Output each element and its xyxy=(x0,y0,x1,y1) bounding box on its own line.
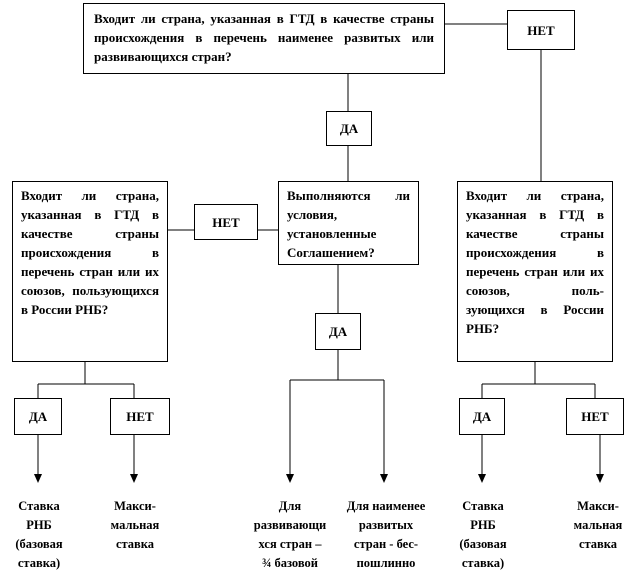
label-top-no: НЕТ xyxy=(507,10,575,50)
arrowhead-right-no xyxy=(596,474,604,483)
outcome-right-rnb-rate: Ставка РНБ (базовая ставка) xyxy=(459,499,507,570)
arrowhead-left-no xyxy=(130,474,138,483)
label-middle-no: НЕТ xyxy=(194,204,258,240)
label-top-yes: ДА xyxy=(326,111,372,146)
arrowhead-right-yes xyxy=(478,474,486,483)
arrowhead-developing xyxy=(286,474,294,483)
question-rnb-right: Входит ли страна, указанная в ГТД в качестве страны происхождения в перечень стран или их союзов, поль-зующихся в России РНБ? xyxy=(457,181,613,362)
outcome-left-rnb-rate: Ставка РНБ (базовая ставка) xyxy=(15,499,63,570)
label-left-yes: ДА xyxy=(14,398,62,435)
question-rnb-left: Входит ли страна, указанная в ГТД в качестве страны происхождения в перечень стран или их союзов, пользующихся в России РНБ? xyxy=(12,181,168,362)
arrowhead-left-yes xyxy=(34,474,42,483)
outcome-developing-countries: Для развивающи хся стран – ¾ базовой xyxy=(253,499,327,570)
question-least-developed: Входит ли страна, указанная в ГТД в качестве страны происхождения в перечень наименее развитых или развивающихся стран? xyxy=(83,3,445,74)
outcome-least-developed-countries: Для наименее развитых стран - бес- пошлинно xyxy=(346,499,426,570)
outcome-right-maximum-rate: Макси- мальная ставка xyxy=(573,499,623,551)
label-right-no: НЕТ xyxy=(566,398,624,435)
label-agreement-yes: ДА xyxy=(315,313,361,350)
label-right-yes: ДА xyxy=(459,398,505,435)
label-left-no: НЕТ xyxy=(110,398,170,435)
outcome-left-maximum-rate: Макси- мальная ставка xyxy=(110,499,160,551)
arrowhead-least-developed xyxy=(380,474,388,483)
question-agreement: Выполняются ли условия, установленные Соглашением? xyxy=(278,181,419,265)
